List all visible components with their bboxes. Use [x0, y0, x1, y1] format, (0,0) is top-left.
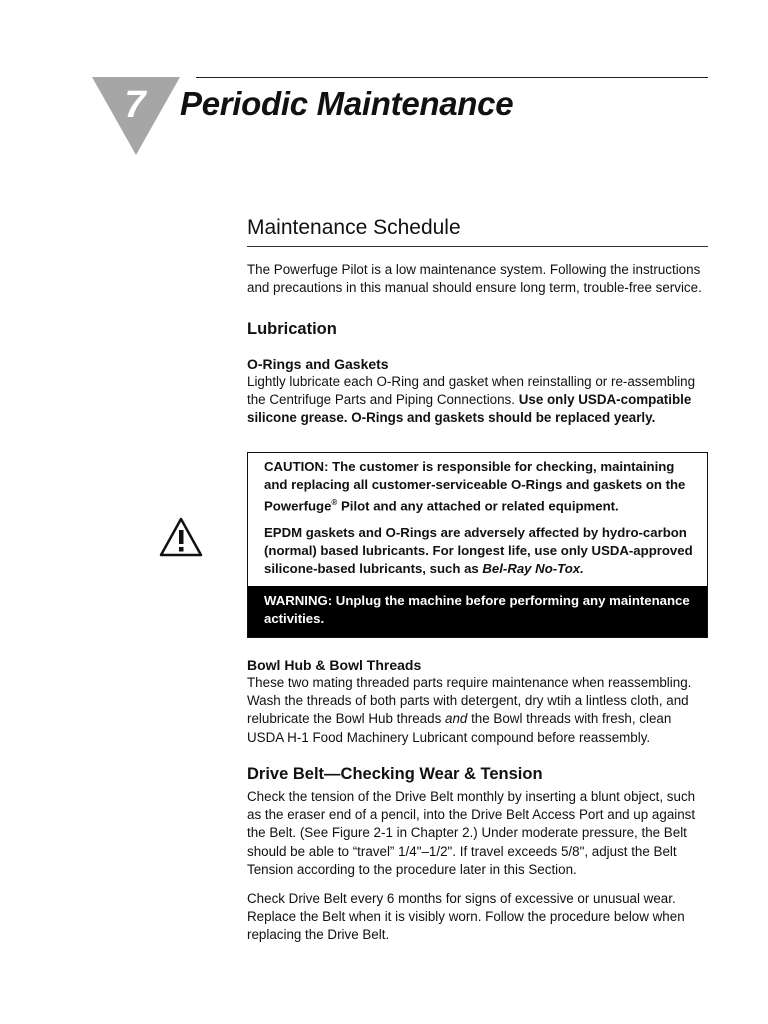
drive-belt-section	[247, 765, 708, 945]
lubrication-section	[247, 320, 708, 339]
minor-heading-orings: O-Rings and Gaskets	[247, 356, 389, 372]
caution-text-post: Pilot and any attached or related equipment.	[337, 498, 619, 514]
chapter-title: Periodic Maintenance	[180, 85, 514, 122]
warning-bar	[248, 586, 707, 637]
caution-callout-box	[247, 452, 708, 638]
orings-section	[247, 356, 708, 428]
subheading-drive-belt: Drive Belt—Checking Wear & Tension	[247, 765, 543, 783]
minor-heading-bowl-hub: Bowl Hub & Bowl Threads	[247, 657, 422, 673]
epdm-product-name: Bel-Ray No-Tox.	[482, 561, 584, 577]
bowl-hub-text	[247, 674, 708, 747]
orings-text-bold: Use only USDA-compatible silicone grease. O-Rings and gaskets should be replaced yearly.	[247, 392, 692, 426]
caution-text	[264, 458, 697, 516]
bowl-hub-text-post: the Bowl threads with fresh, clean USDA H-1 Food Machinery Lubricant compound before reassembly.	[247, 711, 672, 745]
epdm-text-pre: EPDM gaskets and O-Rings are adversely affected by hydro-carbon (normal) based lubricants. For longest life, use only USDA-approved silicone-based lubricants, such as	[264, 525, 693, 577]
epdm-text	[264, 524, 697, 579]
orings-text-regular: Lightly lubricate each O-Ring and gasket when reinstalling or re-assembling the Centrifuge Parts and Piping Connections.	[247, 374, 696, 408]
orings-text	[247, 373, 708, 428]
maintenance-schedule-section	[247, 216, 708, 247]
caution-text-pre: CAUTION: The customer is responsible for checking, maintaining and replacing all customer-serviceable O-Rings and gaskets on the Powerfuge	[264, 459, 686, 514]
warning-triangle-icon	[158, 516, 204, 558]
schedule-intro	[247, 261, 708, 297]
bowl-hub-section	[247, 657, 708, 747]
schedule-intro-text: The Powerfuge Pilot is a low maintenance system. Following the instructions and precautions in this manual should ensure long term, trouble-free service.	[247, 262, 702, 296]
section-heading-maintenance-schedule: Maintenance Schedule	[247, 216, 708, 247]
drive-belt-paragraph-2: Check Drive Belt every 6 months for signs of excessive or unusual wear. Replace the Belt when it is visibly worn. Follow the procedure below when replacing the Drive Belt.	[247, 891, 685, 943]
chapter-number: 7	[124, 84, 146, 126]
registered-mark: ®	[331, 498, 338, 508]
header-rule	[196, 77, 708, 78]
drive-belt-paragraph-1: Check the tension of the Drive Belt monthly by inserting a blunt object, such as the eraser end of a pencil, into the Drive Belt Access Port and up against the Belt. (See Figure 2-1 in Chapter 2.) Under moderate pressure, the Belt should be able to “travel” 1/4"–1/2". If travel exceeds 5/8", adjust the Belt Tension according to the procedure later in this Section.	[247, 789, 696, 877]
bowl-hub-text-em: and	[445, 711, 468, 727]
subheading-lubrication: Lubrication	[247, 320, 337, 338]
bowl-hub-text-pre: These two mating threaded parts require maintenance when reassembling. Wash the threads of both parts with detergent, dry wtih a lintless cloth, and relubricate the Bowl Hub threads	[247, 675, 692, 727]
warning-text: WARNING: Unplug the machine before performing any maintenance activities.	[264, 593, 690, 627]
